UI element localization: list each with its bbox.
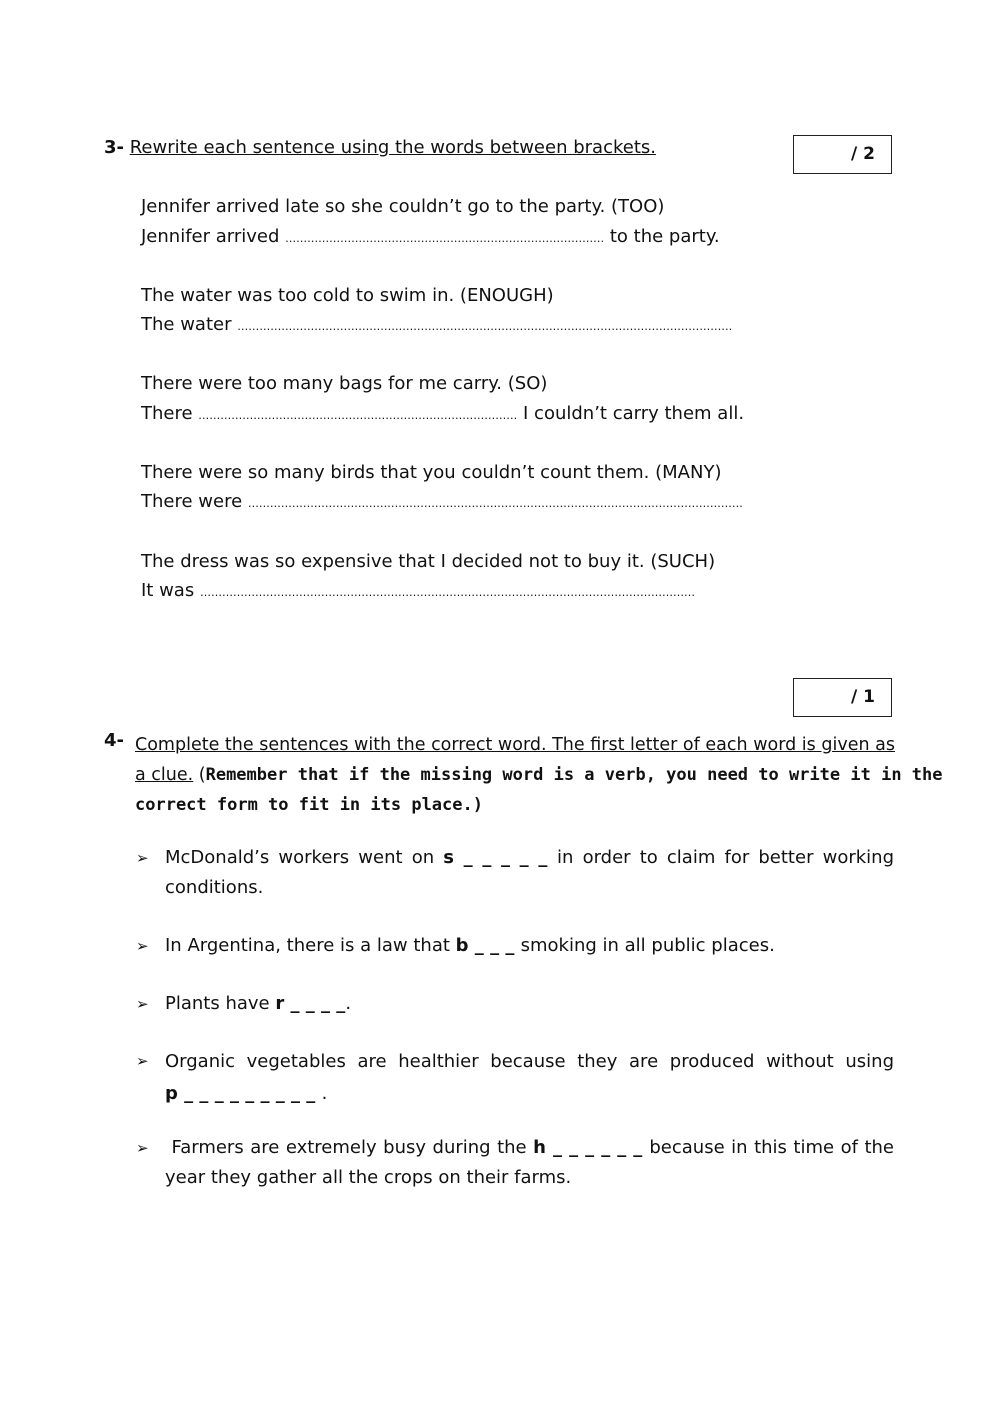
s4-item1-after: in order to claim for better working bbox=[557, 847, 894, 868]
section3-score-box bbox=[793, 135, 892, 174]
s3-item4-blank[interactable]: ……………………………………………………………………………………………………………………… bbox=[247, 497, 743, 510]
section4-score-box bbox=[793, 678, 892, 717]
section4-paren: ( bbox=[193, 765, 206, 785]
s3-item1-original: Jennifer arrived late so she couldn’t go to the party. (TOO) bbox=[141, 196, 665, 217]
s4-item1-before: McDonald’s workers went on bbox=[165, 847, 444, 868]
s4-item5-blanks[interactable]: _ _ _ _ _ _ bbox=[545, 1137, 650, 1158]
arrow-bullet-icon: ➢ bbox=[136, 1139, 149, 1157]
s4-item4 bbox=[165, 1046, 894, 1110]
section4-instruction-line2 bbox=[135, 760, 943, 790]
s4-item4-line2 bbox=[165, 1078, 894, 1110]
s3-item2-blank[interactable]: ……………………………………………………………………………………………………………………… bbox=[237, 320, 733, 333]
s4-item2-after: smoking in all public places. bbox=[520, 935, 775, 956]
section4-clue-text: a clue. bbox=[135, 765, 194, 785]
section3-score: / 2 bbox=[851, 144, 875, 164]
section4-number: 4- bbox=[104, 730, 124, 751]
section4-instruction bbox=[135, 730, 943, 820]
s3-item5-prefix: It was bbox=[141, 580, 195, 601]
section3-instruction: Rewrite each sentence using the words between brackets. bbox=[129, 137, 656, 158]
s3-item1-prefix: Jennifer arrived bbox=[141, 226, 280, 247]
section3-header bbox=[104, 137, 656, 158]
s3-item3-suffix: I couldn’t carry them all. bbox=[523, 403, 745, 424]
s4-item5 bbox=[165, 1133, 894, 1193]
s4-item2-before: In Argentina, there is a law that bbox=[165, 935, 456, 956]
s4-item3 bbox=[165, 989, 894, 1019]
s3-item3-answer-line bbox=[141, 403, 744, 424]
s3-item1-blank[interactable]: …………………………………………………………………………… bbox=[285, 232, 605, 245]
s3-item2-answer-line bbox=[141, 314, 732, 335]
s3-item5-blank[interactable]: ……………………………………………………………………………………………………………………… bbox=[199, 586, 695, 599]
s4-item4-blanks[interactable]: _ _ _ _ _ _ _ _ _ bbox=[177, 1083, 322, 1104]
s4-item1-letter: s bbox=[443, 847, 454, 868]
s4-item2-letter: b bbox=[455, 935, 469, 956]
s3-item2-original: The water was too cold to swim in. (ENOUGH) bbox=[141, 285, 554, 306]
s4-item3-after: . bbox=[345, 993, 352, 1014]
s3-item4-prefix: There were bbox=[141, 491, 243, 512]
s3-item1-suffix: to the party. bbox=[609, 226, 720, 247]
s4-item4-letter: p bbox=[165, 1083, 178, 1104]
section3-number: 3- bbox=[104, 137, 124, 158]
s3-item3-prefix: There bbox=[141, 403, 193, 424]
s4-item1 bbox=[165, 843, 894, 903]
s4-item3-blanks[interactable]: _ _ _ _ bbox=[284, 993, 346, 1014]
s3-item3-blank[interactable]: …………………………………………………………………………… bbox=[198, 409, 518, 422]
section4-score: / 1 bbox=[851, 687, 875, 707]
s4-item5-before: Farmers are extremely busy during the bbox=[165, 1137, 534, 1158]
arrow-bullet-icon: ➢ bbox=[136, 849, 149, 867]
s4-item3-letter: r bbox=[275, 993, 285, 1014]
arrow-bullet-icon: ➢ bbox=[136, 1052, 149, 1070]
s3-item4-answer-line bbox=[141, 491, 743, 512]
arrow-bullet-icon: ➢ bbox=[136, 995, 149, 1013]
s4-item3-before: Plants have bbox=[165, 993, 276, 1014]
section4-reminder-1: Remember that if the missing word is a verb, you need to write it in the bbox=[205, 765, 943, 785]
s3-item4-original: There were so many birds that you couldn’t count them. (MANY) bbox=[141, 462, 722, 483]
s4-item4-after: . bbox=[321, 1083, 328, 1104]
s4-item2-blanks[interactable]: _ _ _ bbox=[468, 935, 521, 956]
s3-item5-original: The dress was so expensive that I decided not to buy it. (SUCH) bbox=[141, 551, 716, 572]
section4-reminder-2: correct form to fit in its place.) bbox=[135, 795, 483, 815]
s4-item4-line1: Organic vegetables are healthier because they are produced without using bbox=[165, 1051, 894, 1072]
s3-item3-original: There were too many bags for me carry. (SO) bbox=[141, 373, 548, 394]
section4-instruction-line1: Complete the sentences with the correct word. The first letter of each word is given as bbox=[135, 735, 895, 755]
s4-item5-letter: h bbox=[533, 1137, 546, 1158]
s4-item5-after: because in this time of the bbox=[649, 1137, 894, 1158]
s4-item5-line2: year they gather all the crops on their farms. bbox=[165, 1167, 572, 1188]
s4-item1-line2: conditions. bbox=[165, 877, 264, 898]
s3-item2-prefix: The water bbox=[141, 314, 232, 335]
s3-item5-answer-line bbox=[141, 580, 695, 601]
s4-item1-blanks[interactable]: _ _ _ _ _ bbox=[453, 847, 558, 868]
s4-item2 bbox=[165, 931, 894, 961]
s3-item1-answer-line bbox=[141, 226, 720, 247]
s4-item1-line1 bbox=[165, 843, 894, 873]
s4-item5-line1 bbox=[165, 1133, 894, 1163]
arrow-bullet-icon: ➢ bbox=[136, 937, 149, 955]
